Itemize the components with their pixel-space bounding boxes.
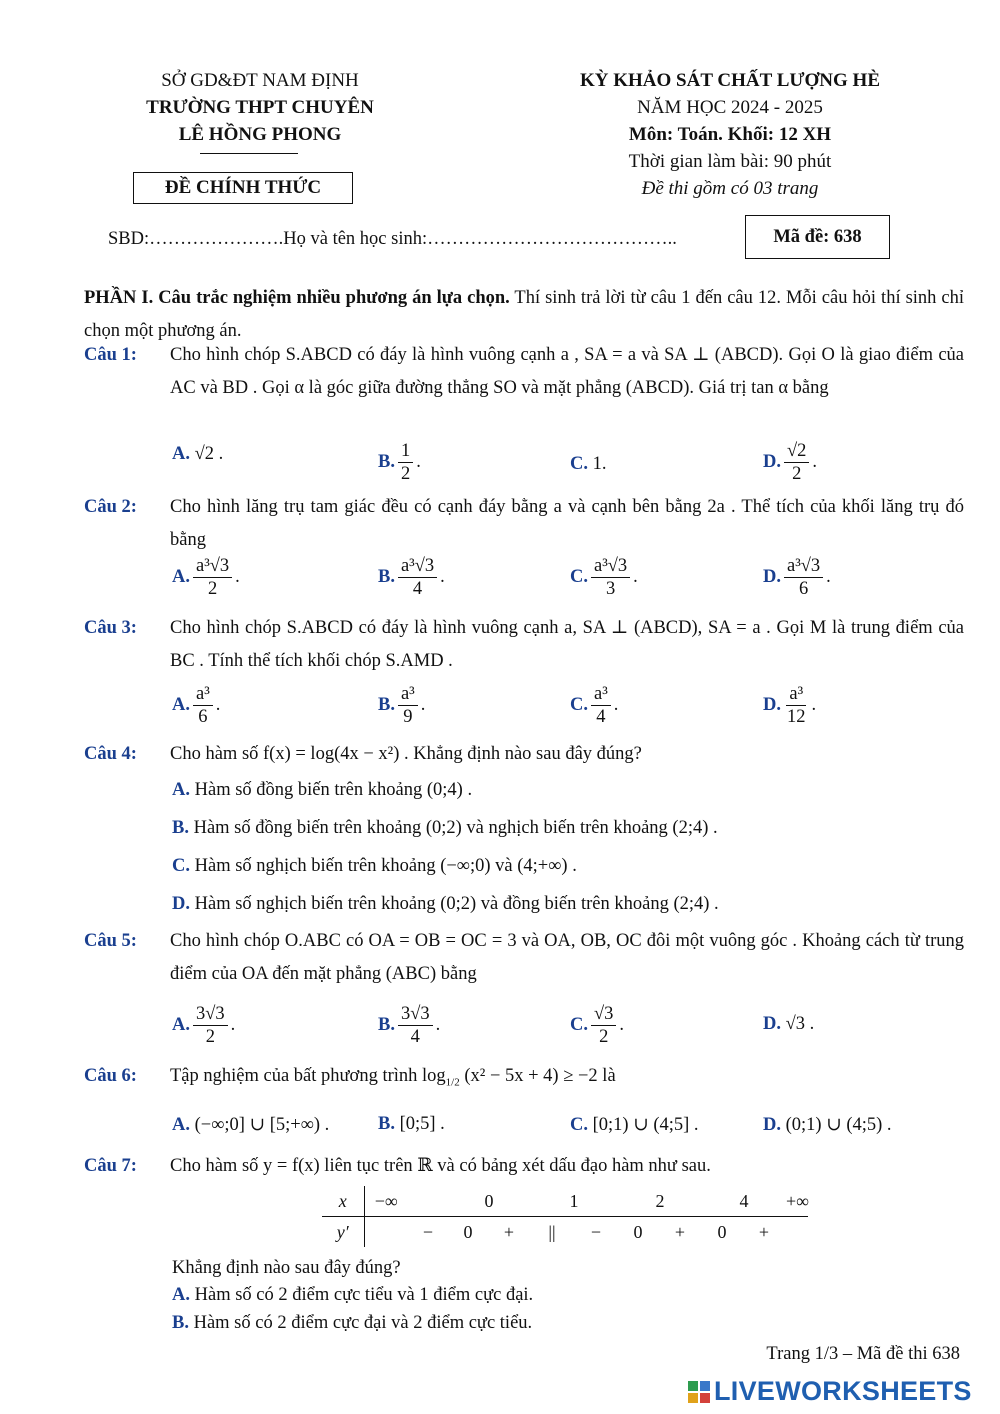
question-3: [84, 612, 964, 678]
official-box: ĐỀ CHÍNH THỨC: [133, 172, 353, 204]
department: SỞ GD&ĐT NAM ĐỊNH: [161, 70, 359, 91]
exam-code-box: Mã đề: 638: [745, 215, 890, 259]
brand-icon: [688, 1381, 710, 1403]
header-rule: [200, 153, 298, 154]
sbd-line[interactable]: SBD:………………….Họ và tên học sinh:…………………………………..: [108, 229, 677, 249]
q5-option-d[interactable]: D. √3 .: [763, 1014, 815, 1034]
sign: +: [503, 1221, 515, 1242]
q2-label: Câu 2:: [84, 497, 137, 517]
q2-option-b[interactable]: B. $\frac{\text{a³√3}}{4}$ .: [378, 556, 445, 599]
school-year: NĂM HỌC 2024 - 2025: [637, 97, 823, 118]
question-7: [84, 1150, 964, 1183]
q2-option-d[interactable]: D. $\frac{\text{a³√3}}{6}$ .: [763, 556, 831, 599]
sign: 0: [633, 1221, 643, 1242]
q4-option-d[interactable]: D. Hàm số nghịch biến trên khoảng (0;2) và đồng biến trên khoảng (2;4) .: [172, 894, 719, 914]
table-y-label: y′: [322, 1217, 364, 1248]
table-x-label: x: [322, 1186, 364, 1217]
sign: ||: [548, 1221, 556, 1242]
q7-option-a[interactable]: A. Hàm số có 2 điểm cực tiểu và 1 điểm cực đại.: [172, 1285, 534, 1305]
q5-label: Câu 5:: [84, 931, 137, 951]
subject: Môn: Toán. Khối: 12 XH: [628, 124, 832, 145]
exam-title: KỲ KHẢO SÁT CHẤT LƯỢNG HÈ: [579, 70, 880, 91]
part1-title: PHẦN I. Câu trắc nghiệm nhiều phương án lựa chọn.: [84, 288, 510, 308]
q1-option-b[interactable]: B. $\frac{1}{2}$ .: [378, 441, 421, 484]
q5-option-a[interactable]: A. $\frac{3√3}{2}$ .: [172, 1004, 236, 1047]
q7-label: Câu 7:: [84, 1156, 137, 1176]
q6-option-c[interactable]: C. [0;1) ∪ (4;5] .: [570, 1114, 699, 1135]
question-4: [84, 738, 964, 771]
q3-label: Câu 3:: [84, 618, 137, 638]
q5-text: Cho hình chóp O.ABC có OA = OB = OC = 3 và OA, OB, OC đôi một vuông góc . Khoảng cách từ trung điểm của OA đến mặt phẳng (ABC) bằng: [170, 931, 964, 984]
q6-option-b[interactable]: B. [0;5] .: [378, 1114, 445, 1134]
q1-text: Cho hình chóp S.ABCD có đáy là hình vuông cạnh a , SA = a và SA ⊥ (ABCD). Gọi O là giao điểm của AC và BD . Gọi α là góc giữa đường thẳng SO và mặt phẳng (ABCD). Giá trị tan α bằng: [170, 345, 964, 398]
q1-label: Câu 1:: [84, 345, 137, 365]
question-6: [84, 1060, 964, 1100]
school-line1: TRƯỜNG THPT CHUYÊN: [146, 97, 374, 118]
q4-option-b[interactable]: B. Hàm số đồng biến trên khoảng (0;2) và nghịch biến trên khoảng (2;4) .: [172, 818, 718, 838]
q2-option-c[interactable]: C. $\frac{\text{a³√3}}{3}$ .: [570, 556, 638, 599]
x-value: 1: [569, 1190, 579, 1211]
q6-option-d[interactable]: D. (0;1) ∪ (4;5) .: [763, 1114, 892, 1135]
sign: +: [674, 1221, 686, 1242]
page-count: Đề thi gồm có 03 trang: [641, 178, 819, 199]
q5-option-c[interactable]: C. $\frac{√3}{2}$ .: [570, 1004, 625, 1047]
question-5: [84, 925, 964, 991]
sign: −: [422, 1221, 434, 1242]
q1-option-a[interactable]: A. √2 .: [172, 444, 224, 464]
q1-option-c[interactable]: C. 1.: [570, 454, 607, 474]
sign: +: [758, 1221, 770, 1242]
q3-text: Cho hình chóp S.ABCD có đáy là hình vuông cạnh a, SA ⊥ (ABCD), SA = a . Gọi M là trung điểm của BC . Tính thể tích khối chóp S.AMD .: [170, 618, 964, 671]
page-footer: Trang 1/3 – Mã đề thi 638: [766, 1344, 960, 1364]
brand-name: LIVEWORKSHEETS: [714, 1376, 972, 1406]
q4-option-a[interactable]: A. Hàm số đồng biến trên khoảng (0;4) .: [172, 780, 473, 800]
x-value: 2: [655, 1190, 665, 1211]
q6-option-a[interactable]: A. (−∞;0] ∪ [5;+∞) .: [172, 1114, 330, 1135]
sign: 0: [463, 1221, 473, 1242]
x-value: −∞: [374, 1190, 398, 1211]
part1-desc: Thí sinh trả lời từ câu 1 đến câu 12. Mỗi câu hỏi thí sinh chỉ chọn một phương án.: [84, 288, 964, 341]
question-1: [84, 339, 964, 405]
q3-option-c[interactable]: C. $\frac{\text{a³}}{4}$ .: [570, 684, 619, 727]
q2-text: Cho hình lăng trụ tam giác đều có cạnh đáy bằng a và cạnh bên bằng 2a . Thể tích của khối lăng trụ đó bằng: [170, 497, 964, 550]
q7-text: Cho hàm số y = f(x) liên tục trên ℝ và có bảng xét dấu đạo hàm như sau.: [170, 1156, 711, 1176]
q1-option-d[interactable]: D. $\frac{√2}{2}$ .: [763, 441, 818, 484]
q6-label: Câu 6:: [84, 1066, 137, 1086]
x-value: 0: [484, 1190, 494, 1211]
header-right: [530, 67, 930, 202]
q5-option-b[interactable]: B. $\frac{3√3}{4}$ .: [378, 1004, 441, 1047]
x-value: 4: [739, 1190, 749, 1211]
x-value: +∞: [786, 1190, 809, 1211]
q7-option-b[interactable]: B. Hàm số có 2 điểm cực đại và 2 điểm cực tiểu.: [172, 1313, 533, 1333]
sign: −: [590, 1221, 602, 1242]
q4-label: Câu 4:: [84, 744, 137, 764]
sign-table: [322, 1186, 808, 1247]
header-left: [120, 67, 400, 148]
duration: Thời gian làm bài: 90 phút: [628, 151, 832, 172]
q6-log-base: 1/2: [445, 1076, 460, 1089]
q7-prompt: Khẳng định nào sau đây đúng?: [172, 1258, 401, 1278]
sign: 0: [717, 1221, 727, 1242]
q4-text: Cho hàm số f(x) = log(4x − x²) . Khẳng định nào sau đây đúng?: [170, 744, 642, 764]
q3-option-b[interactable]: B. $\frac{\text{a³}}{9}$ .: [378, 684, 426, 727]
brand-logo[interactable]: [688, 1376, 972, 1407]
q3-option-a[interactable]: A. $\frac{\text{a³}}{6}$ .: [172, 684, 221, 727]
q3-option-d[interactable]: D. $\frac{\text{a³}}{12}$ .: [763, 684, 817, 727]
question-2: [84, 491, 964, 557]
q4-option-c[interactable]: C. Hàm số nghịch biến trên khoảng (−∞;0) và (4;+∞) .: [172, 856, 577, 876]
school-line2: LÊ HỒNG PHONG: [178, 124, 342, 145]
q2-option-a[interactable]: A. $\frac{\text{a³√3}}{2}$ .: [172, 556, 240, 599]
q6-text: Tập nghiệm của bất phương trình $\log_{1/2} (x^2 - 5x + 4) \ge -2$ là: [170, 1066, 616, 1089]
